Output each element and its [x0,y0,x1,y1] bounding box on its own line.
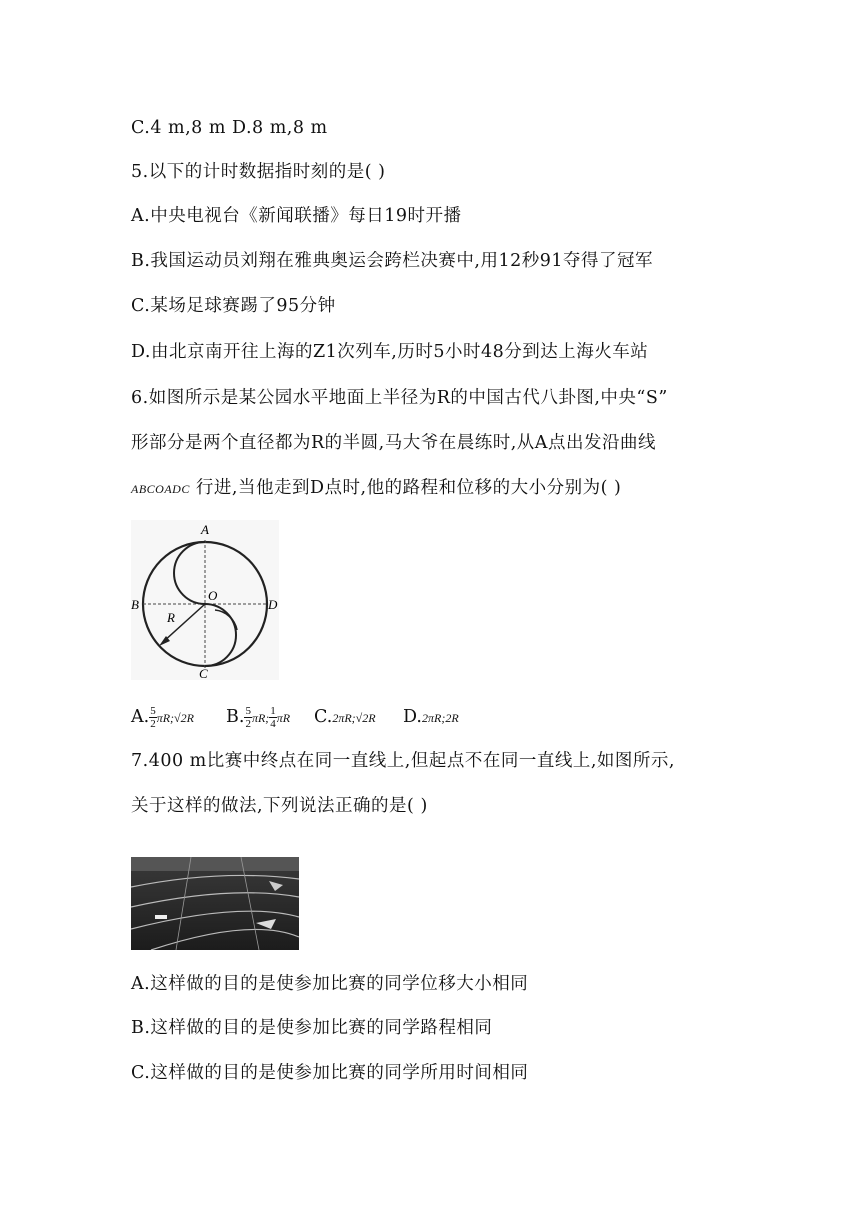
q6-stem-line1: 6.如图所示是某公园水平地面上半径为R的中国古代八卦图,中央“S” [131,388,668,408]
fraction: $\frac{5}{2}$ [150,705,156,730]
q7-stem-line2: 关于这样的做法,下列说法正确的是( ) [131,796,428,816]
q5-option-b: B.我国运动员刘翔在雅典奥运会跨栏决赛中,用12秒91夺得了冠军 [131,251,654,271]
q6-stem-line3 [131,476,621,501]
fraction: $\frac{5}{2}$ [245,705,251,730]
point-c-label: C [199,666,208,680]
radius-label: R [167,610,175,625]
q5-option-a: A.中央电视台《新闻联播》每日19时开播 [131,206,462,226]
q5-stem: 5.以下的计时数据指时刻的是( ) [131,162,386,182]
point-a-label: A [201,522,209,537]
q6-option-d: D.2πR;2R [403,707,459,727]
bagua-figure [131,520,279,680]
point-o-label: O [208,588,218,603]
q6-option-b: B. $\frac{5}{2}$ πR; $\frac{1}{4}$ πR [226,705,291,730]
q7-option-c: C.这样做的目的是使参加比赛的同学所用时间相同 [131,1063,529,1083]
q6-option-c: C.2πR;√2R [314,707,376,727]
q7-option-b: B.这样做的目的是使参加比赛的同学路程相同 [131,1018,493,1038]
q6-stem-line2: 形部分是两个直径都为R的半圆,马大爷在晨练时,从A点出发沿曲线 [131,433,656,453]
q5-option-c: C.某场足球赛踢了95分钟 [131,296,336,316]
point-d-label: D [268,597,278,612]
q6-stem-line3-text: 行进,当他走到D点时,他的路程和位移的大小分别为( ) [195,478,622,498]
q6-option-a: A. $\frac{5}{2}$ πR;√2R [131,705,194,730]
q5-option-d: D.由北京南开往上海的Z1次列车,历时5小时48分到达上海火车站 [131,342,649,362]
fraction: $\frac{1}{4}$ [270,705,276,730]
point-b-label: B [131,597,139,612]
path-label: ABCOADC [131,482,190,496]
q7-option-a: A.这样做的目的是使参加比赛的同学位移大小相同 [131,974,529,994]
q4-options-cd: C.4 m,8 m D.8 m,8 m [131,118,328,138]
q7-stem-line1: 7.400 m比赛中终点在同一直线上,但起点不在同一直线上,如图所示, [131,751,675,771]
track-photo [131,857,299,950]
